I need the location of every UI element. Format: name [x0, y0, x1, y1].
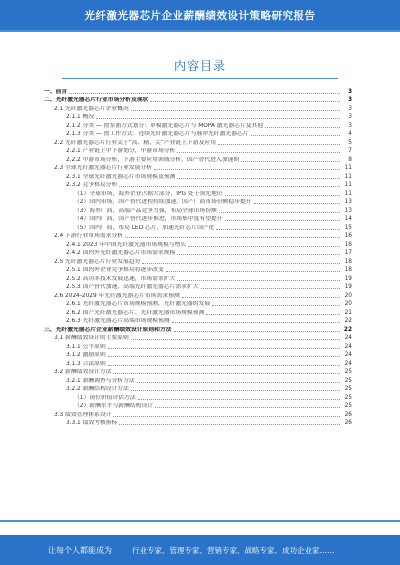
toc-dot-leader — [241, 159, 340, 162]
toc-entry[interactable] — [0, 392, 400, 401]
toc-dot-leader — [155, 405, 340, 408]
toc-entry-label: 2.5.3 国产替代加速，高端光纤激光器芯片需求扩大 — [66, 284, 199, 290]
toc-entry-page: 19 — [344, 275, 352, 282]
toc-entry[interactable] — [0, 180, 400, 189]
toc-dot-leader — [119, 184, 340, 187]
toc-entry-page: 11 — [344, 182, 352, 188]
toc-entry[interactable] — [0, 307, 400, 316]
toc-dot-leader — [182, 295, 340, 298]
toc-dot-leader — [254, 201, 340, 204]
toc-entry[interactable] — [0, 95, 400, 104]
toc-entry-label: 3.2.2 薪酬结构设计方法 — [66, 386, 129, 392]
toc-entry-label: 3.3 绩效管理体系设计 — [54, 411, 112, 418]
toc-entry-page: 8 — [348, 156, 352, 163]
toc-entry-label: （5）国内厂商，布局 LED 芯片，加速光纤芯片国产化 — [74, 224, 215, 231]
toc-entry-label: 2.6 2024-2029 年光纤激光器芯片市场需求预测 — [54, 292, 180, 299]
toc-dot-leader — [125, 235, 340, 238]
toc-entry-label: 二、光纤激光器芯片行业市场分析及现状 — [44, 97, 149, 103]
toc-dot-leader — [219, 210, 340, 213]
toc-entry[interactable] — [0, 188, 400, 197]
toc-entry-page: 14 — [344, 216, 352, 222]
toc-dot-leader — [177, 150, 340, 153]
toc-entry-page: 22 — [343, 326, 352, 333]
toc-entry-label: 3.1.3 合法原则 — [66, 360, 106, 367]
toc-dot-leader — [177, 176, 340, 179]
toc-entry-label: 2.5.1 国内外企业竞争格局将逐步改变 — [66, 267, 164, 273]
toc-entry[interactable] — [0, 112, 400, 121]
toc-entry-page: 18 — [344, 258, 352, 265]
toc-entry-label: 3.1.1 公平原则 — [66, 343, 106, 350]
toc-entry[interactable] — [0, 239, 400, 248]
toc-entry[interactable] — [0, 273, 400, 282]
toc-entry-page: 3 — [348, 122, 352, 129]
toc-entry-page: 22 — [344, 318, 352, 324]
toc-entry[interactable] — [0, 333, 400, 342]
toc-dot-leader — [154, 167, 340, 170]
toc-entry-label: 2.1.3 分类 — 按工作方式：连续光纤激光器芯片与脉冲光纤激光器芯片 — [66, 131, 249, 137]
toc-dot-leader — [177, 252, 340, 255]
toc-entry[interactable] — [0, 103, 400, 112]
toc-entry-label: 2.1 光纤激光器芯片企业概况 — [54, 105, 129, 112]
header-divider — [0, 30, 400, 32]
table-of-contents — [0, 86, 400, 504]
toc-entry-label: 一、前言 — [44, 88, 68, 95]
toc-dot-leader — [69, 91, 340, 94]
toc-entry-label: 2.6.3 光纤激光器芯片高端市场规模预测 — [66, 318, 170, 324]
toc-dot-leader — [108, 346, 340, 349]
toc-entry-label: 2.2.1 产业链上中下游划分，中游市场分析 — [66, 148, 176, 154]
toc-dot-leader — [142, 261, 340, 264]
toc-dot-leader — [96, 116, 340, 119]
toc-entry[interactable] — [0, 375, 400, 384]
toc-entry[interactable] — [0, 316, 400, 325]
toc-entry-label: （4）国内厂商，国产替代逐步推进，市场集中度有望提升 — [74, 216, 223, 222]
toc-dot-leader — [131, 108, 340, 111]
toc-entry[interactable] — [0, 341, 400, 350]
toc-dot-leader — [113, 371, 340, 374]
toc-entry[interactable] — [0, 197, 400, 206]
toc-entry-page: 18 — [344, 267, 352, 273]
toc-entry-page: 3 — [347, 88, 352, 95]
toc-dot-leader — [113, 414, 340, 417]
toc-entry-page: 3 — [347, 97, 352, 103]
toc-entry[interactable] — [0, 358, 400, 367]
toc-entry-page: 24 — [344, 352, 352, 358]
toc-entry[interactable] — [0, 248, 400, 257]
toc-entry-label: 2.1.1 概况 — [66, 114, 95, 120]
toc-entry[interactable] — [0, 290, 400, 299]
toc-dot-leader — [108, 363, 340, 366]
toc-entry[interactable] — [0, 350, 400, 359]
toc-entry[interactable] — [0, 154, 400, 163]
toc-entry-page: 3 — [348, 114, 352, 120]
toc-entry-page: 11 — [344, 190, 352, 197]
toc-entry[interactable] — [0, 163, 400, 172]
toc-entry-label: 2.6.2 国产光纤激光器芯片、光纤激光器市场规模预测 — [66, 309, 205, 316]
toc-entry-page: 20 — [344, 301, 352, 307]
toc-entry[interactable] — [0, 282, 400, 291]
toc-entry-page: 4 — [348, 131, 352, 137]
toc-entry-page: 25 — [344, 403, 352, 409]
toc-title-divider — [62, 78, 338, 79]
toc-entry[interactable] — [0, 205, 400, 214]
toc-entry-page: 13 — [344, 207, 352, 214]
toc-dot-leader — [137, 380, 340, 383]
toc-entry[interactable] — [0, 222, 400, 231]
toc-entry[interactable] — [0, 171, 400, 180]
toc-entry-label: （2）国内市场，国产替代进程持续加速，国产厂商市场份额稳步提升 — [74, 199, 252, 205]
toc-entry-page: 21 — [344, 309, 352, 316]
toc-entry-page: 7 — [348, 148, 352, 154]
toc-entry-page: 16 — [344, 241, 352, 248]
toc-dot-leader — [131, 388, 340, 391]
toc-entry[interactable] — [0, 324, 400, 333]
toc-dot-leader — [225, 193, 340, 196]
toc-entry-label: 3.1 薪酬绩效设计的主要原则 — [54, 335, 129, 341]
toc-dot-leader — [174, 329, 340, 332]
toc-dot-leader — [172, 320, 340, 323]
toc-entry-label: 2.1.2 分类 — 按泵浦方式划分：单模激光器芯片与 MOPA 激光器芯片及其他 — [66, 122, 264, 129]
toc-entry[interactable] — [0, 256, 400, 265]
toc-entry-page: 26 — [344, 411, 352, 418]
toc-entry[interactable] — [0, 86, 400, 95]
toc-entry-page: 26 — [344, 420, 352, 426]
toc-entry-page: 17 — [344, 250, 352, 256]
toc-entry-label: 2.3 全球光纤激光器芯片行业发展分析 — [54, 165, 153, 171]
toc-entry-page: 25 — [344, 386, 352, 392]
toc-entry-label: （1）全球市场，海外企业占据大部分，IPG 处于领先地位 — [74, 190, 223, 197]
toc-entry-page: 20 — [344, 292, 352, 299]
toc-entry-page: 24 — [344, 360, 352, 367]
toc-dot-leader — [119, 422, 340, 425]
toc-dot-leader — [225, 218, 340, 221]
toc-entry[interactable] — [0, 129, 400, 138]
toc-dot-leader — [251, 133, 340, 136]
toc-entry[interactable] — [0, 299, 400, 308]
toc-entry-page: 25 — [344, 369, 352, 375]
toc-entry[interactable] — [0, 401, 400, 410]
toc-entry-page: 13 — [344, 199, 352, 205]
toc-entry-label: 2.3.2 竞争格局分析 — [66, 182, 118, 188]
toc-entry-label: （3）海外厂商，高端产品竞争力强，布局全球市场份额 — [74, 207, 217, 214]
toc-entry-label: （2）薪酬水平与薪酬结构设计 — [74, 403, 154, 409]
toc-entry-page: 24 — [344, 335, 352, 341]
toc-dot-leader — [212, 303, 340, 306]
toc-entry[interactable] — [0, 231, 400, 240]
toc-dot-leader — [138, 397, 340, 400]
toc-entry-page: 3 — [348, 105, 352, 112]
toc-dot-leader — [265, 125, 340, 128]
toc-entry[interactable] — [0, 120, 400, 129]
toc-entry-page: 24 — [344, 343, 352, 350]
toc-dot-leader — [201, 286, 340, 289]
toc-entry-label: 3.2.1 薪酬调查与分析方法 — [66, 377, 135, 384]
toc-entry-label: 2.6.1 光纤激光器芯片市场规模预测，光纤激光器的发展 — [66, 301, 211, 307]
toc-entry-label: 2.3.1 全球光纤激光器芯片市场规模及预测 — [66, 173, 176, 180]
toc-dot-leader — [177, 278, 340, 281]
toc-entry-label: 3.3.1 绩效考核指标 — [66, 420, 118, 426]
toc-entry-page: 19 — [344, 284, 352, 290]
toc-entry[interactable] — [0, 265, 400, 274]
toc-entry-label: 2.4.2 国内外光纤激光器芯片市场需求规模 — [66, 250, 176, 256]
toc-entry-label: 3.2 薪酬绩效设计方法 — [54, 369, 112, 375]
toc-title: 内容目录 — [173, 59, 226, 73]
toc-entry-page: 25 — [344, 394, 352, 401]
toc-entry[interactable] — [0, 214, 400, 223]
footer-slogan-roles: 行业专家、管理专家、营销专家、战略专家、成功企业家…… — [132, 546, 335, 555]
toc-dot-leader — [166, 269, 340, 272]
toc-entry-label: 2.4 下游行业市场需求分析 — [54, 233, 124, 239]
toc-dot-leader — [218, 142, 340, 145]
toc-entry-page: 11 — [344, 165, 352, 171]
toc-entry-label: 2.4.1 2023 年中国光纤激光器市场规模与增长 — [66, 241, 187, 248]
footer-slogan: 让每个人都能成为 — [48, 546, 112, 555]
toc-entry-page: 15 — [344, 224, 352, 231]
toc-entry-label: （1）岗位价值评估方法 — [74, 394, 136, 401]
report-title: 光纤激光器芯片企业薪酬绩效设计策略研究报告 — [84, 10, 316, 22]
toc-entry[interactable] — [0, 146, 400, 155]
toc-entry-label: 三、光纤激光器芯片企业薪酬绩效设计原则和方法 — [44, 326, 172, 333]
toc-entry-page: 5 — [348, 139, 352, 146]
toc-entry-page: 25 — [344, 377, 352, 384]
toc-entry[interactable] — [0, 418, 400, 427]
toc-entry-label: 2.5 光纤激光器芯片行业发展趋势 — [54, 258, 141, 265]
toc-entry[interactable] — [0, 137, 400, 146]
toc-dot-leader — [188, 244, 340, 247]
toc-dot-leader — [216, 227, 340, 230]
toc-entry-label: 2.2.2 中游市场分析，下游主要应用领域分析，国产替代进入加速期 — [66, 156, 240, 163]
toc-dot-leader — [131, 337, 340, 340]
toc-entry-page: 11 — [344, 173, 352, 180]
toc-entry-label: 2.5.2 高功率技术发展迅速，市场需求扩大 — [66, 275, 176, 282]
toc-entry[interactable] — [0, 384, 400, 393]
toc-dot-leader — [206, 312, 340, 315]
toc-dot-leader — [150, 99, 340, 102]
toc-entry-page: 16 — [344, 233, 352, 239]
toc-dot-leader — [108, 354, 340, 357]
toc-entry[interactable] — [0, 367, 400, 376]
toc-entry-label: 2.2 光纤激光器芯片行业关于“高、精、尖”产业链上下游及应用 — [54, 139, 216, 146]
toc-entry[interactable] — [0, 409, 400, 418]
footer-divider — [0, 520, 400, 522]
toc-entry-label: 3.1.2 激励原则 — [66, 352, 106, 358]
